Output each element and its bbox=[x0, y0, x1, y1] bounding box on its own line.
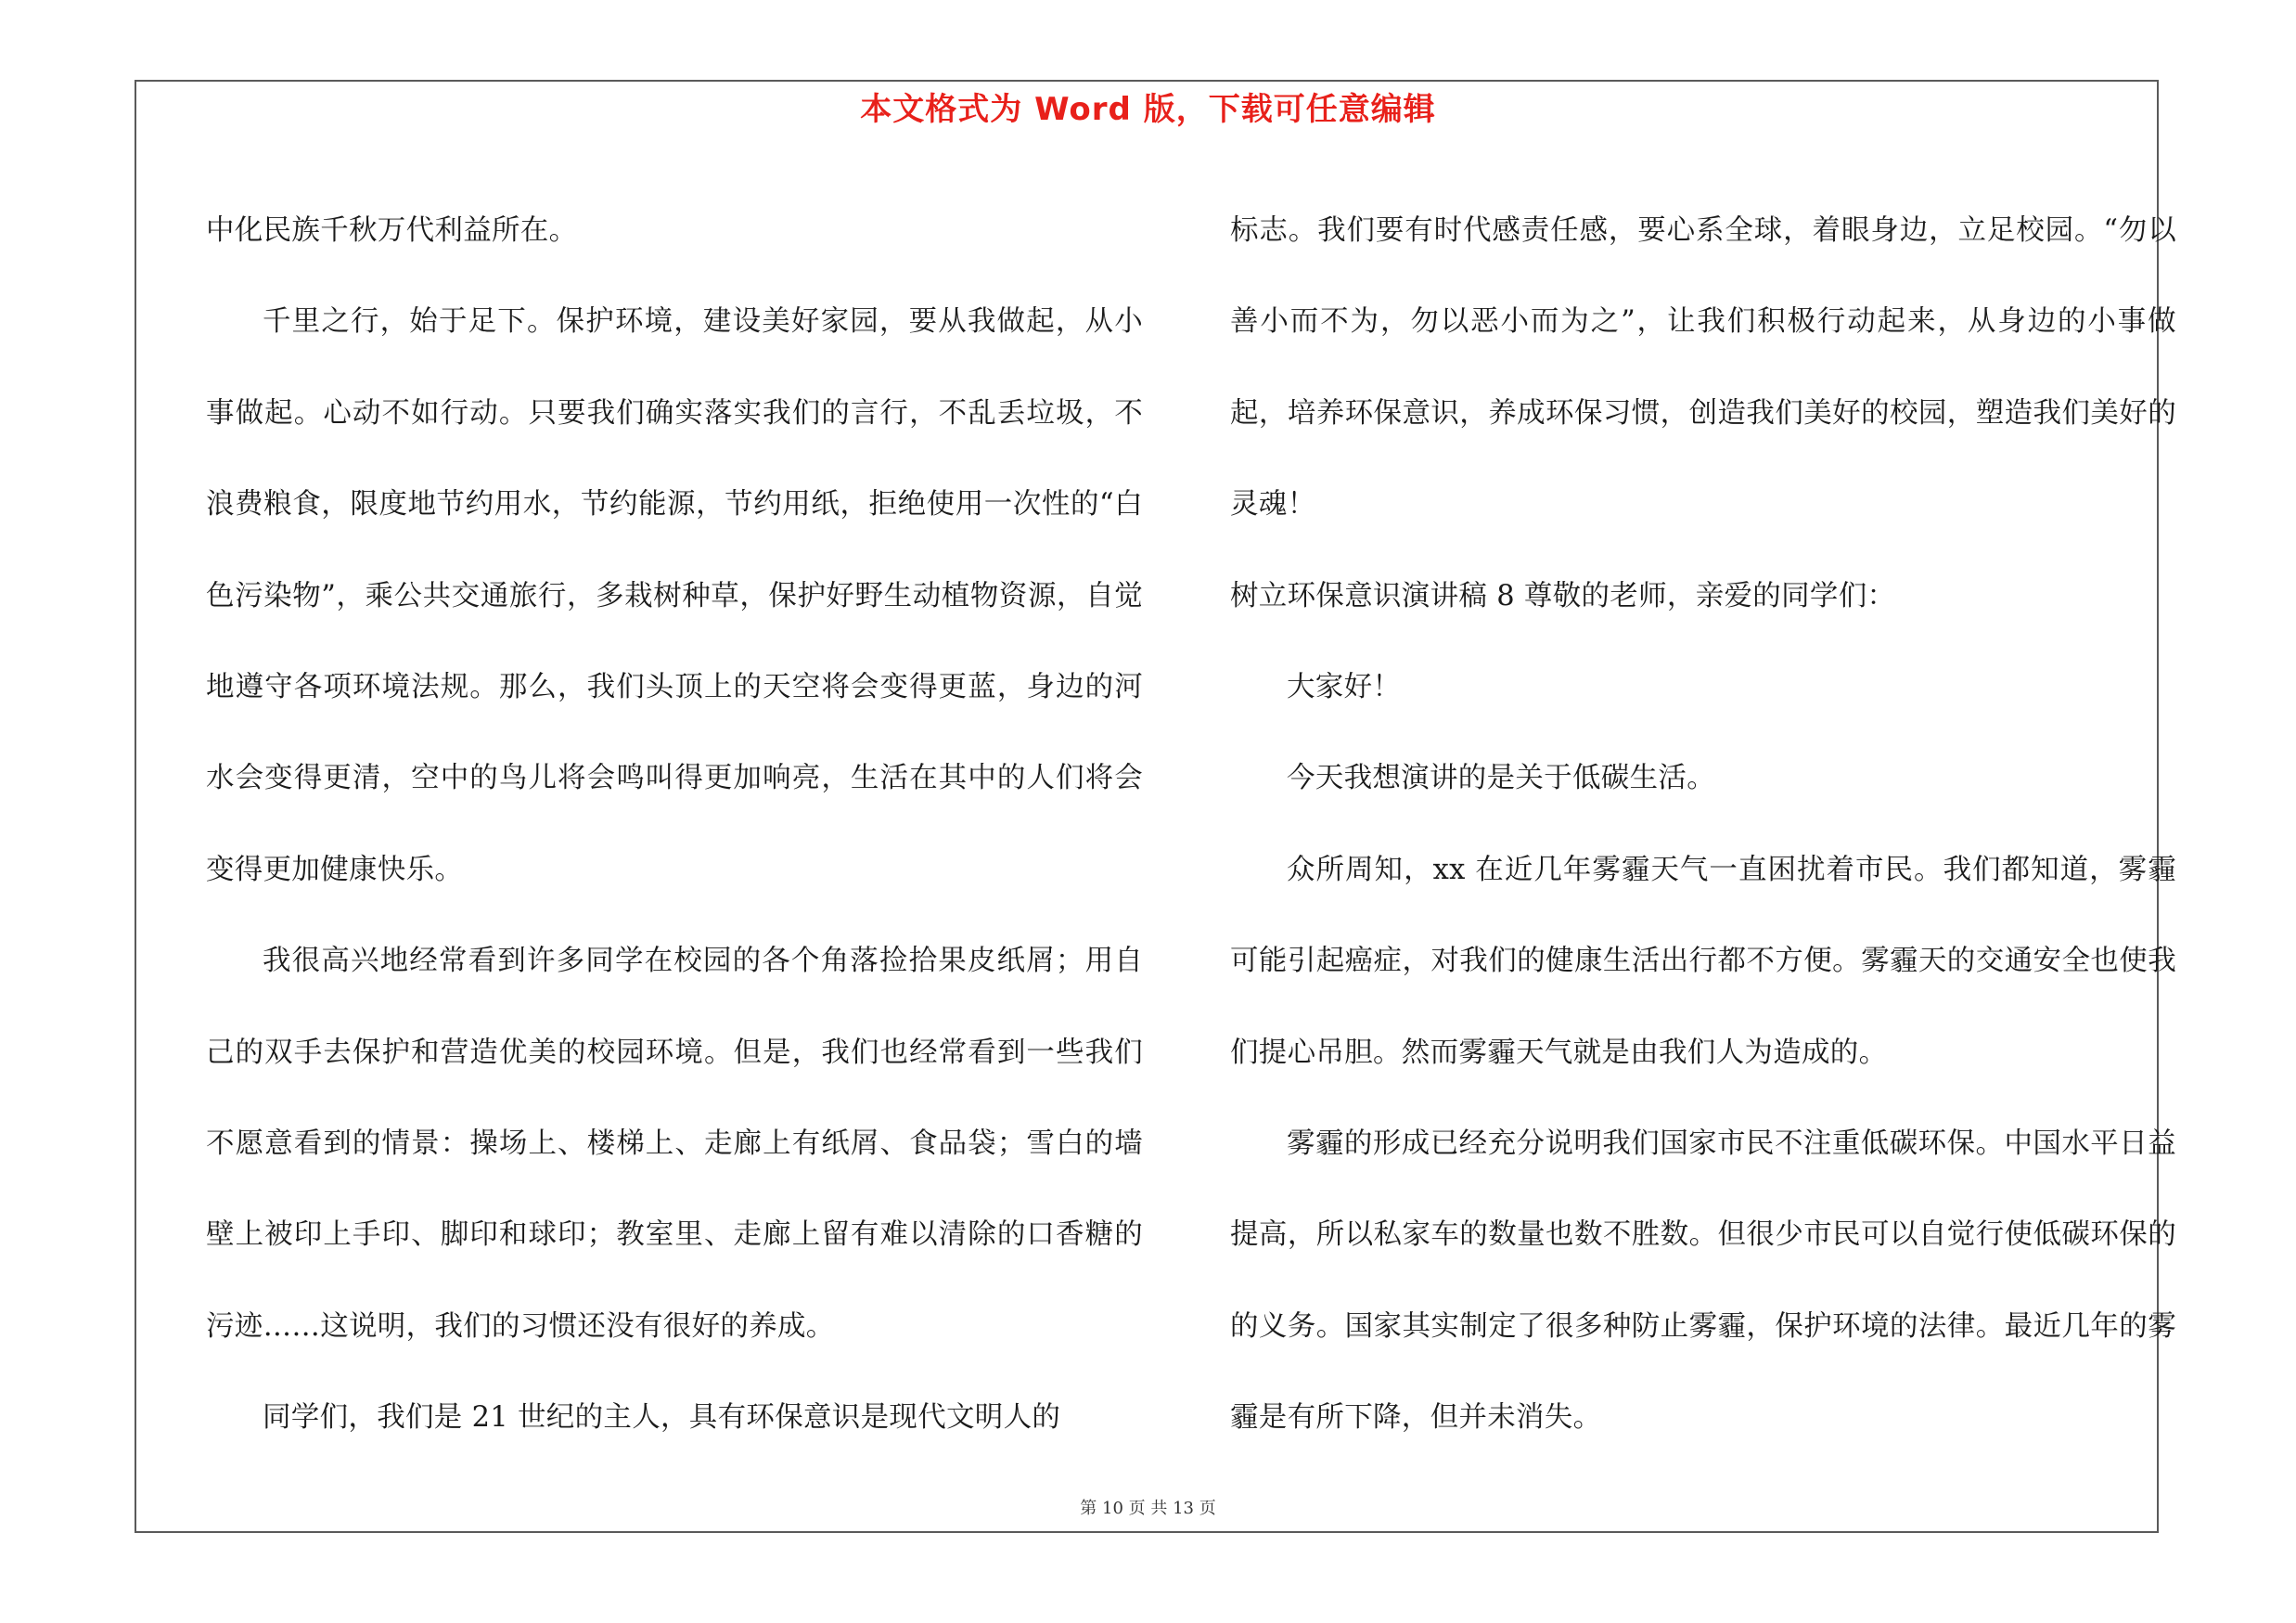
paragraph: 今天我想演讲的是关于低碳生活。 bbox=[1287, 762, 1715, 795]
speech-title-line: 树立环保意识演讲稿 8 尊敬的老师，亲爱的同学们： bbox=[1230, 579, 1896, 612]
paragraph: 雾霾的形成已经充分说明我们国家市民不注重低碳环保。中国水平日益提高，所以私家车的数量也数不胜数。但很少市民可以自觉行使低碳环保的的义务。国家其实制定了很多种防止雾霾，保护环境的法律。最近几年的雾霾是有所下降，但并未消失。 bbox=[1230, 1127, 2176, 1435]
paragraph: 千里之行，始于足下。保护环境，建设美好家园，要从我做起，从小事做起。心动不如行动。只要我们确实落实我们的言行，不乱丢垃圾，不浪费粮食，限度地节约用水，节约能源，节约用纸，拒绝使用一次性的“白色污染物”，乘公共交通旅行，多栽树种草，保护好野生动植物资源，自觉地遵守各项环境法规。那么，我们头顶上的天空将会变得更蓝，身边的河水会变得更清，空中的鸟儿将会鸣叫得更加响亮，生活在其中的人们将会变得更加健康快乐。 bbox=[206, 305, 1143, 886]
right-text-column bbox=[1230, 186, 2176, 1464]
left-text-column bbox=[206, 186, 1143, 1464]
paragraph: 我很高兴地经常看到许多同学在校园的各个角落捡拾果皮纸屑；用自己的双手去保护和营造优美的校园环境。但是，我们也经常看到一些我们不愿意看到的情景：操场上、楼梯上、走廊上有纸屑、食品袋；雪白的墙壁上被印上手印、脚印和球印；教室里、走廊上留有难以清除的口香糖的污迹……这说明，我们的习惯还没有很好的养成。 bbox=[206, 945, 1143, 1343]
page-number: 第 10 页 共 13 页 bbox=[1080, 1499, 1216, 1518]
paragraph: 众所周知，xx 在近几年雾霾天气一直困扰着市民。我们都知道，雾霾可能引起癌症，对我们的健康生活出行都不方便。雾霾天的交通安全也使我们提心吊胆。然而雾霾天气就是由我们人为造成的。 bbox=[1230, 853, 2176, 1069]
paragraph: 同学们，我们是 21 世纪的主人，具有环保意识是现代文明人的 bbox=[263, 1401, 1061, 1435]
greeting: 大家好！ bbox=[1287, 671, 1402, 704]
paragraph: 中化民族千秋万代利益所在。 bbox=[206, 214, 578, 247]
word-format-notice: 本文格式为 Word 版，下载可任意编辑 bbox=[860, 91, 1436, 128]
paragraph: 标志。我们要有时代感责任感，要心系全球，着眼身边，立足校园。“勿以善小而不为，勿以恶小而为之”，让我们积极行动起来，从身边的小事做起，培养环保意识，养成环保习惯，创造我们美好的校园，塑造我们美好的灵魂！ bbox=[1230, 214, 2176, 522]
